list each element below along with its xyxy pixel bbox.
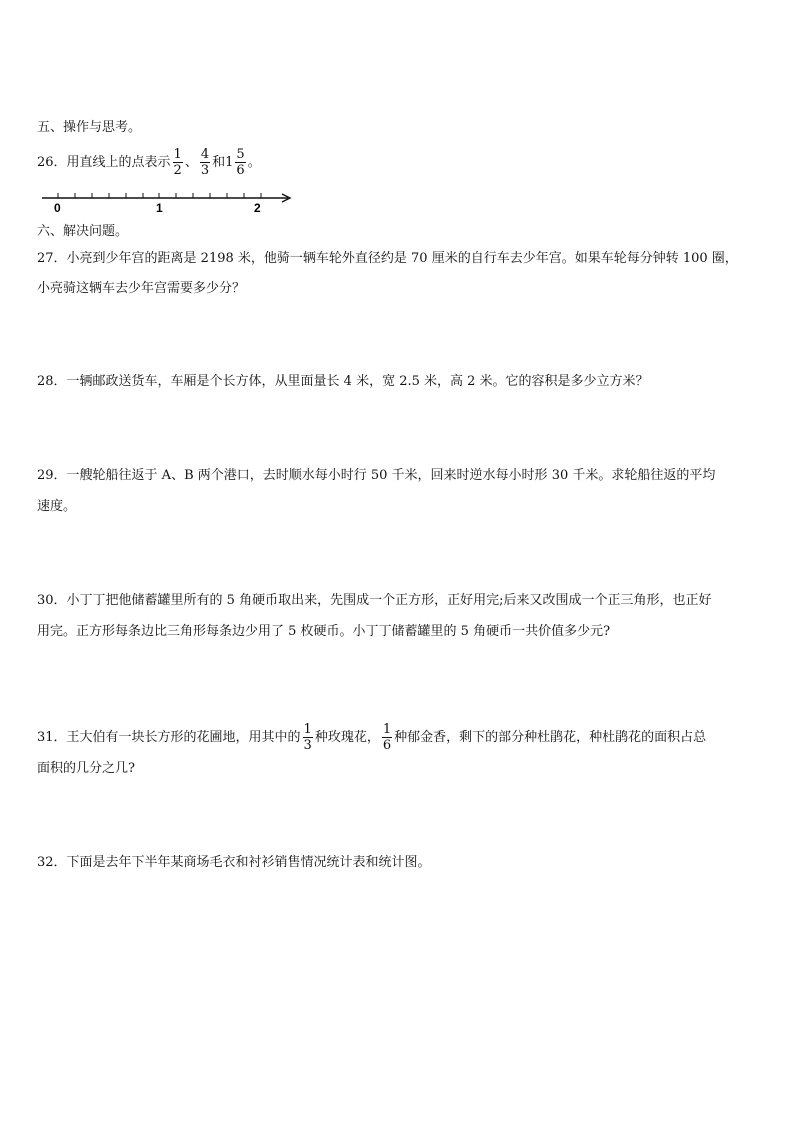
fraction-denominator: 3 — [200, 163, 210, 178]
q26-suffix: 。 — [247, 155, 261, 170]
question-31-line2: 面积的几分之几? — [37, 761, 135, 776]
fraction-denominator: 6 — [382, 738, 392, 753]
q31-prefix: 31．王大伯有一块长方形的花圃地，用其中的 — [37, 730, 301, 745]
fraction-4-3 — [200, 147, 210, 178]
fraction-1-3 — [303, 722, 313, 753]
question-32-line1: 32．下面是去年下半年某商场毛衣和衬衫销售情况统计表和统计图。 — [37, 855, 431, 870]
question-31-line1 — [37, 722, 706, 753]
fraction-numerator: 1 — [382, 722, 392, 737]
fraction-5-6 — [235, 147, 245, 178]
mixed-number-integer: 1 — [225, 154, 234, 170]
section-five-title: 五、操作与思考。 — [37, 120, 142, 135]
fraction-numerator: 1 — [303, 722, 312, 737]
q26-sep1: 、 — [184, 155, 198, 170]
question-30-line1: 30．小丁丁把他储蓄罐里所有的 5 角硬币取出来，先围成一个正方形，正好用完;后来又改围成一个正三角形，也正好 — [37, 593, 712, 608]
number-line — [40, 190, 300, 214]
number-line-label-0: 0 — [54, 201, 61, 214]
number-line-label-1: 1 — [156, 201, 163, 214]
fraction-1-6 — [382, 722, 392, 753]
question-26 — [37, 147, 261, 178]
fraction-1-2 — [173, 147, 183, 178]
question-27-line2: 小亮骑这辆车去少年宫需要多少分？ — [37, 281, 246, 296]
q31-suffix: 种郁金香，剩下的部分种杜鹃花，种杜鹃花的面积占总 — [394, 730, 707, 745]
q26-prefix: 26．用直线上的点表示 — [37, 155, 171, 170]
fraction-numerator: 5 — [236, 147, 245, 162]
question-28-line1: 28．一辆邮政送货车，车厢是个长方体，从里面量长 4 米，宽 2.5 米，高 2 米。它的容积是多少立方米？ — [37, 374, 649, 389]
fraction-numerator: 4 — [200, 147, 210, 162]
fraction-denominator: 3 — [303, 738, 312, 753]
fraction-numerator: 1 — [173, 147, 182, 162]
section-six-title: 六、解决问题。 — [37, 224, 129, 239]
fraction-denominator: 2 — [173, 163, 182, 178]
question-29-line2: 速度。 — [37, 499, 77, 514]
q31-mid: 种玫瑰花， — [314, 730, 380, 745]
q26-sep2: 和 — [212, 155, 226, 170]
question-30-line2: 用完。正方形每条边比三角形每条边少用了 5 枚硬币。小丁丁储蓄罐里的 5 角硬币一共价值多少元? — [37, 624, 611, 639]
question-29-line1: 29．一艘轮船往返于 A、B 两个港口，去时顺水每小时行 50 千米，回来时逆水每小时形 30 千米。求轮船往返的平均 — [37, 468, 716, 483]
number-line-label-2: 2 — [254, 201, 261, 214]
question-27-line1: 27．小亮到少年宫的距离是 2198 米，他骑一辆车轮外直径约是 70 厘米的自行车去少年宫。如果车轮每分钟转 100 圈， — [37, 251, 738, 266]
fraction-denominator: 6 — [236, 163, 245, 178]
